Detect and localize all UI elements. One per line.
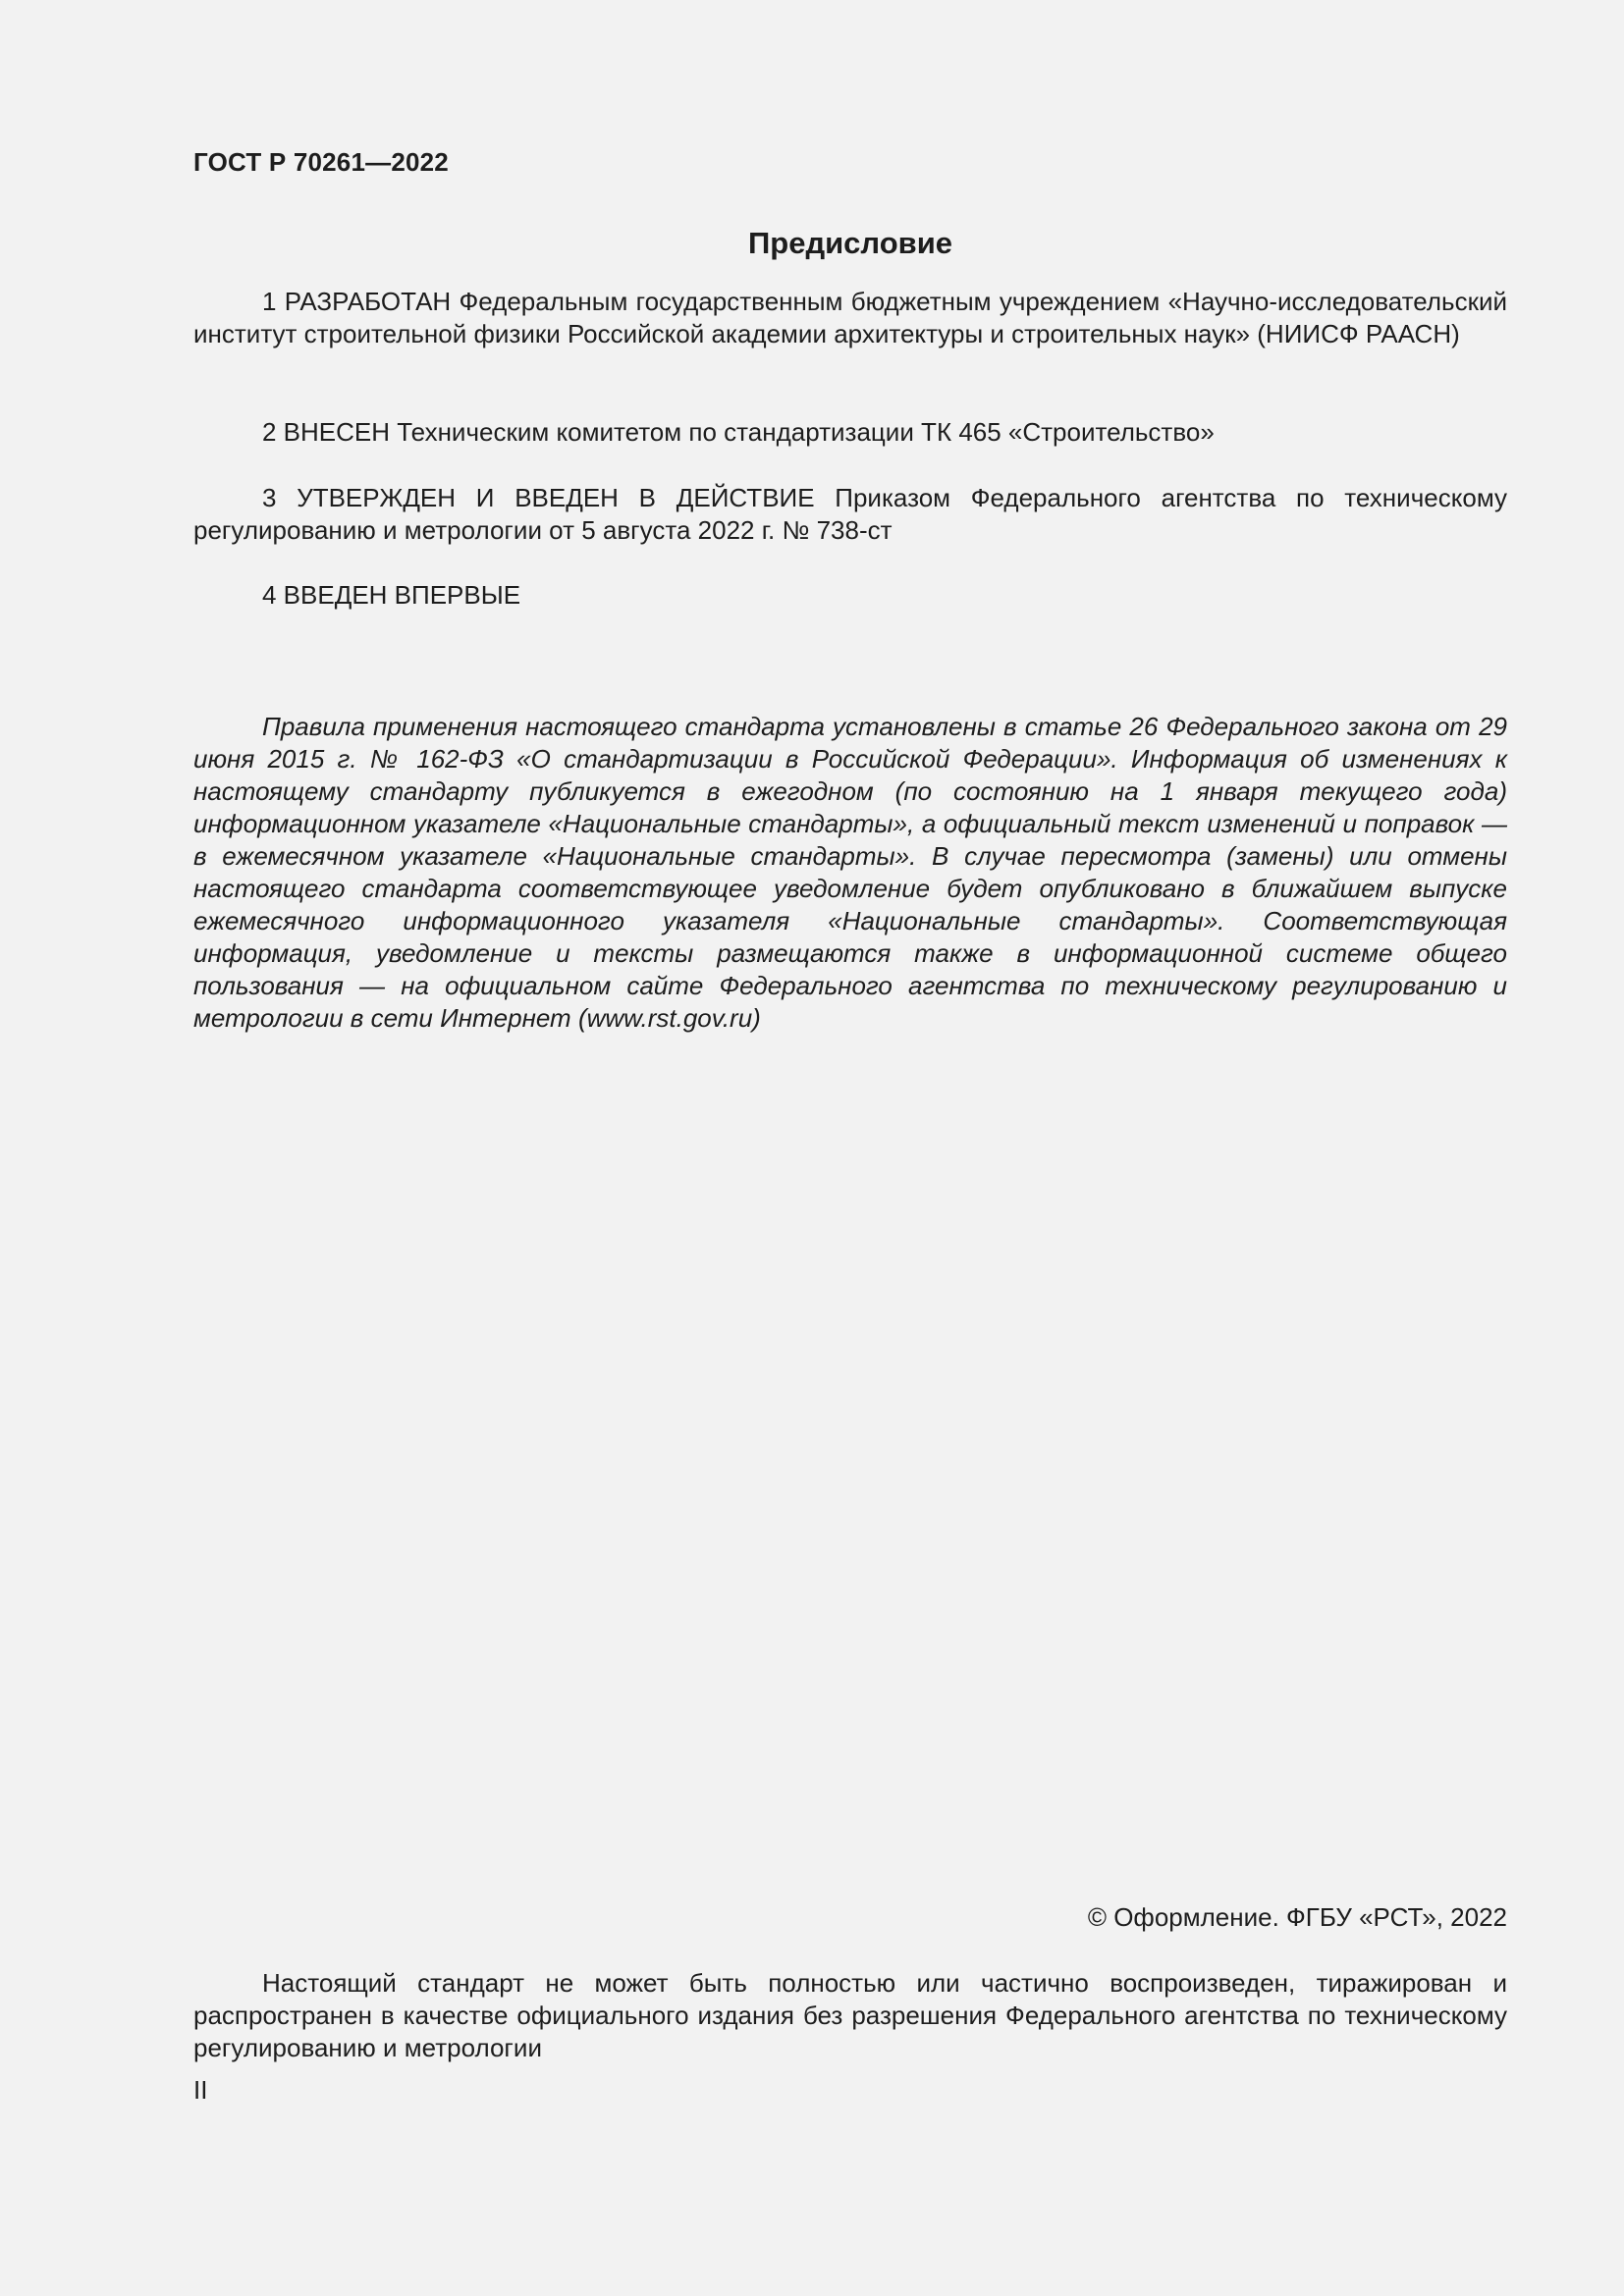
foreword-title: Предисловие <box>747 226 952 260</box>
document-code: ГОСТ Р 70261—2022 <box>193 147 449 177</box>
foreword-item-first-introduced: 4 ВВЕДЕН ВПЕРВЫЕ <box>262 580 521 610</box>
page-number: II <box>193 2075 208 2105</box>
copyright-line: © Оформление. ФГБУ «РСТ», 2022 <box>1087 1902 1507 1932</box>
reproduction-rights-notice: Настоящий стандарт не может быть полностью или частично воспроизведен, тиражирован и распространен в качестве официального издания без разрешения Федерального агентства по техническому регулированию и метрологии <box>193 1968 1507 2062</box>
foreword-item-developed: 1 РАЗРАБОТАН Федеральным государственным бюджетным учреждением «Научно-исследовательский институт строительной физики Российской академии архитектуры и строительных наук» (НИИСФ РААСН) <box>193 287 1507 348</box>
application-rules-note: Правила применения настоящего стандарта установлены в статье 26 Федерального закона от 29 июня 2015 г. № 162-ФЗ «О стандартизации в Российской Федерации». Информация об изменениях к настоящему стандарту публикуется в ежегодном (по состоянию на 1 января текущего года) информационном указателе «Национальные стандарты», а официальный текст изменений и поправок — в ежемесячном указателе «Национальные стандарты». В случае пересмотра (замены) или отмены настоящего стандарта соответствующее уведомление будет опубликовано в ближайшем выпуске ежемесячного информационного указателя «Национальные стандарты». Соответствующая информация, уведомление и тексты размещаются также в информационной системе общего пользования — на официальном сайте Федерального агентства по техническому регулированию и метрологии в сети Интернет (www.rst.gov.ru) <box>193 712 1507 1033</box>
foreword-item-approved: 3 УТВЕРЖДЕН И ВВЕДЕН В ДЕЙСТВИЕ Приказом Федерального агентства по техническому регулированию и метрологии от 5 августа 2022 г. № 738-ст <box>193 483 1507 545</box>
foreword-item-introduced: 2 ВНЕСЕН Техническим комитетом по стандартизации ТК 465 «Строительство» <box>262 417 1215 447</box>
